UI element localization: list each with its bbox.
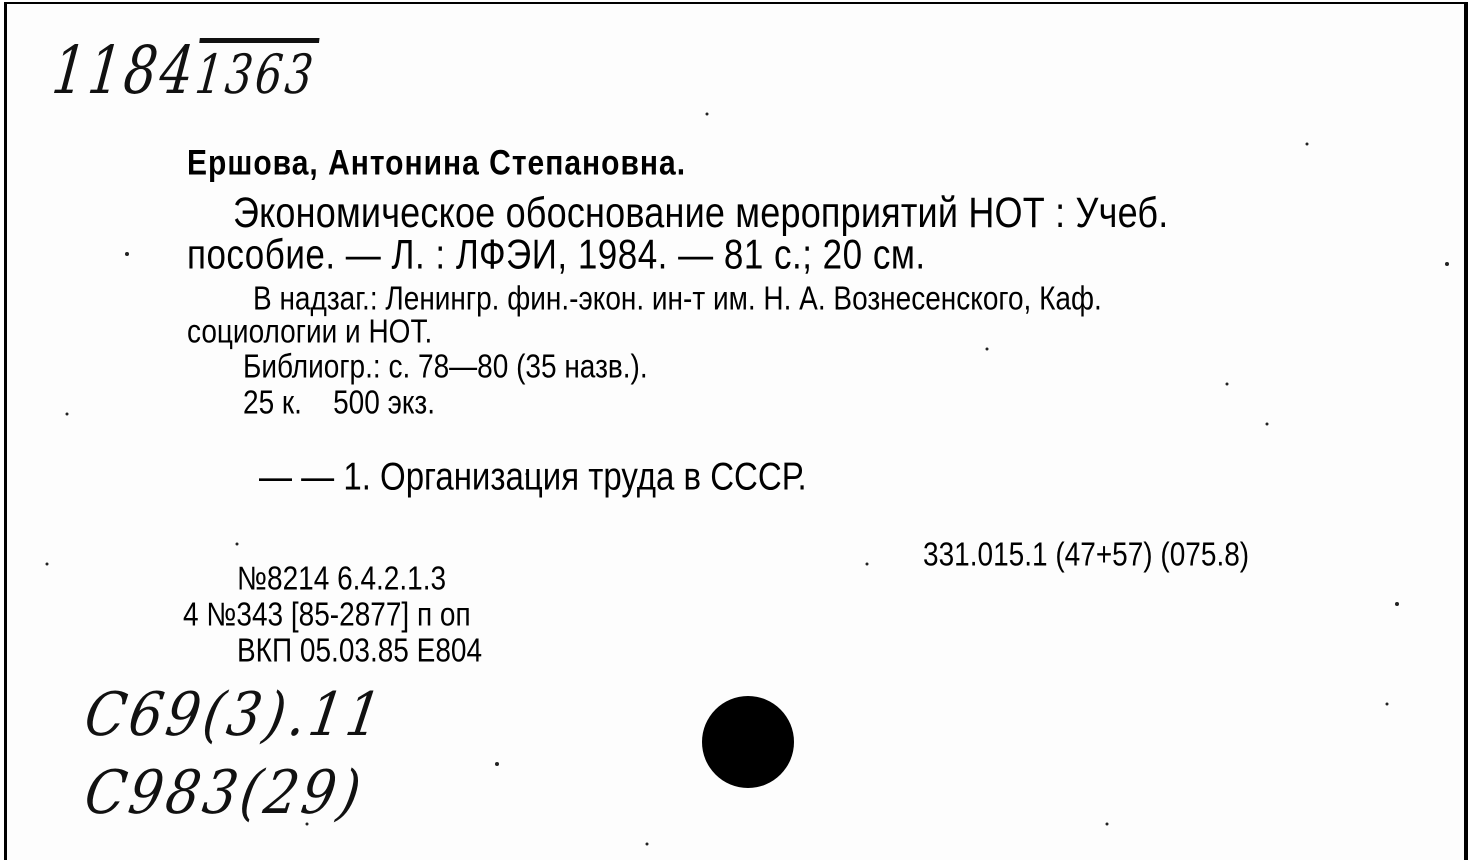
handwritten-accession-number bbox=[49, 32, 321, 109]
note-line-1: В надзаг.: Ленингр. фин.-экон. ин-т им. Н. А. Вознесенского, Каф. bbox=[253, 280, 1102, 317]
handwritten-shelf-mark-2: С983(29) bbox=[80, 758, 369, 828]
control-line-1: №8214 6.4.2.1.3 bbox=[237, 560, 447, 597]
accession-main: 1184 bbox=[48, 32, 201, 109]
title-line-1: Экономическое обоснование мероприятий НОТ : Учеб. bbox=[233, 188, 1169, 237]
bibliography-note: Библиогр.: с. 78—80 (35 назв.). bbox=[243, 348, 648, 385]
control-line-2: 4 №343 [85-2877] п оп bbox=[183, 596, 471, 633]
price-and-copies: 25 к. 500 экз. bbox=[243, 384, 436, 421]
title-line-2: пособие. — Л. : ЛФЭИ, 1984. — 81 с.; 20 см. bbox=[187, 232, 926, 279]
author-heading: Ершова, Антонина Степановна. bbox=[187, 144, 687, 183]
control-line-3: ВКП 05.03.85 Е804 bbox=[237, 632, 483, 669]
note-line-2: социологии и НОТ. bbox=[187, 313, 433, 350]
accession-sub: 1363 bbox=[192, 43, 319, 106]
handwritten-shelf-mark-1: С69(3).11 bbox=[80, 680, 390, 750]
catalog-card bbox=[4, 2, 1468, 860]
punch-hole bbox=[702, 696, 794, 788]
subject-heading: — — 1. Организация труда в СССР. bbox=[259, 454, 807, 498]
udc-index: 331.015.1 (47+57) (075.8) bbox=[923, 536, 1250, 573]
